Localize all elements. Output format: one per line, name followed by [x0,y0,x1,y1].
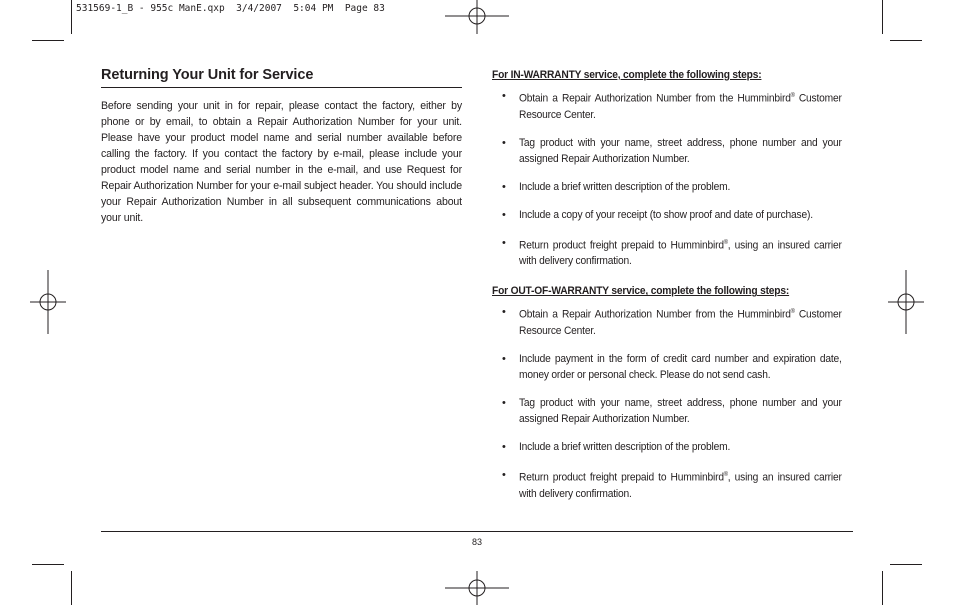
list-item-text [519,88,842,123]
list-item [492,235,842,270]
list-item-text [519,304,842,339]
bullet-icon: • [502,180,506,193]
crop-mark-bottom-left-h [32,564,64,565]
list-item-text [519,467,842,502]
crop-mark-bottom-right-v [882,571,883,605]
list-item-text-main: Tag product with your name, street address, phone number and your assigned Repair Authorization Number. [519,396,842,425]
registration-mark-left [30,270,66,334]
list-item-text-main: Return product freight prepaid to Humminbird [519,239,724,252]
list-item-text [519,395,842,427]
page-number: 83 [471,537,482,547]
list-item-text-main: Include a copy of your receipt (to show proof and date of purchase). [519,208,813,221]
list-item [492,351,842,383]
in-warranty-steps [492,88,842,269]
crop-mark-bottom-left-v [71,571,72,605]
registered-mark: ® [723,239,728,246]
list-item-text [519,439,842,455]
list-item-text-main: Obtain a Repair Authorization Number from the Humminbird [519,308,791,321]
list-item [492,88,842,123]
registration-mark-bottom [445,571,509,605]
bullet-icon: • [502,352,506,365]
bullet-icon: • [502,440,506,453]
bullet-icon: • [502,306,506,319]
registered-mark: ® [790,309,795,316]
crop-mark-bottom-right-h [890,564,922,565]
out-of-warranty-heading: For OUT-OF-WARRANTY service, complete the following steps: [492,285,790,298]
list-item [492,304,842,339]
left-column [101,66,462,226]
list-item-text-main: Return product freight prepaid to Humminbird [519,471,724,484]
list-item-text [519,135,842,167]
list-item [492,207,842,223]
list-item [492,395,842,427]
bullet-icon: • [502,136,506,149]
print-slug: 531569-1_B - 955c ManE.qxp 3/4/2007 5:04 PM Page 83 [76,3,385,14]
list-item [492,439,842,455]
list-item [492,179,842,195]
list-item-text-main: Include payment in the form of credit card number and expiration date, money order or personal check. Please do not send cash. [519,352,842,381]
bullet-icon: • [502,468,506,481]
crop-mark-top-left-v [71,0,72,34]
intro-paragraph: Before sending your unit in for repair, please contact the factory, either by phone or by email, to obtain a Repair Authorization Number for your unit. Please have your product model name and serial number available before calling the factory. If you contact the factory by e-mail, please include your product model name and serial number in the e-mail, and use Request for Repair Authorization Number for your e-mail subject header. You should include your Repair Authorization Number in all subsequent communications about your unit. [101,100,462,224]
bullet-icon: • [502,236,506,249]
list-item-text-main: Include a brief written description of the problem. [519,180,731,193]
list-item-text-tail: , using an insured carrier with delivery confirmation. [519,471,842,500]
registered-mark: ® [790,93,795,99]
right-column [492,68,842,514]
out-of-warranty-steps [492,304,842,501]
list-item-text-tail: Customer Resource Center. [519,92,842,121]
list-item-text-tail: Customer Resource Center. [519,308,842,337]
list-item-text-main: Obtain a Repair Authorization Number from the Humminbird [519,92,791,105]
list-item [492,467,842,502]
bullet-icon: • [502,90,506,102]
crop-mark-top-right-v [882,0,883,34]
list-item-text-main: Include a brief written description of the problem. [519,440,731,453]
in-warranty-heading: For IN-WARRANTY service, complete the following steps: [492,69,762,81]
bullet-icon: • [502,208,506,221]
footer-rule [101,531,853,532]
list-item-text [519,207,842,223]
list-item-text-main: Tag product with your name, street address, phone number and your assigned Repair Authorization Number. [519,136,842,165]
list-item-text [519,179,842,195]
section-title: Returning Your Unit for Service [101,66,462,88]
list-item-text [519,351,842,383]
registration-mark-right [888,270,924,334]
list-item [492,135,842,167]
list-item-text-tail: , using an insured carrier with delivery confirmation. [519,239,842,268]
crop-mark-top-right-h [890,40,922,41]
list-item-text [519,235,842,270]
registration-mark-top [445,0,509,34]
bullet-icon: • [502,396,506,409]
crop-mark-top-left-h [32,40,64,41]
registered-mark: ® [723,471,728,478]
